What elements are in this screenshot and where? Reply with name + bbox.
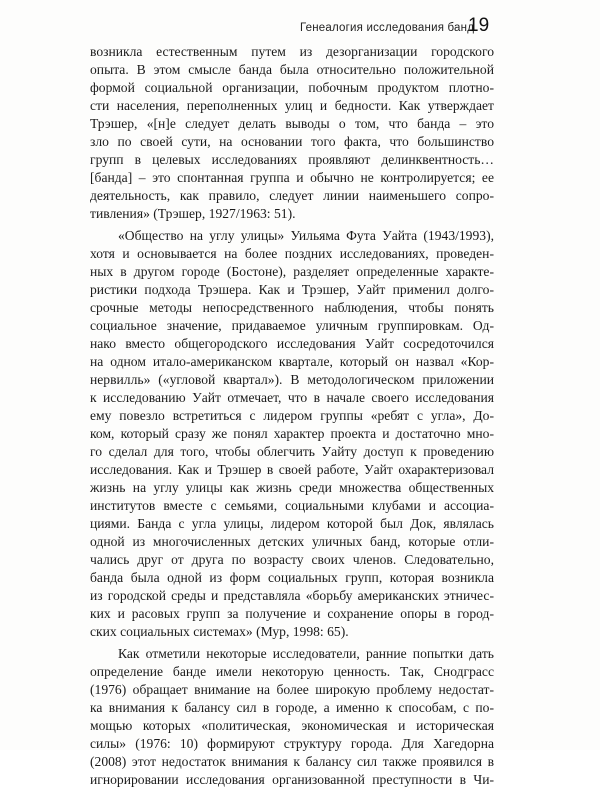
text-line: «Общество на углу улицы» Уильяма Фута Уайта (1943/1993), <box>118 228 494 243</box>
text-line: ских социальных системах» (Мур, 1998: 65). <box>90 624 349 639</box>
body-text <box>90 43 494 789</box>
text-line: ных в другом городе (Бостоне), разделяет определенные характе- <box>90 264 494 279</box>
text-line: ему повезло встретиться с лидером группы «ребят с угла», До- <box>90 408 494 423</box>
text-line: институтов вместе с семьями, социальными клубами и ассоциа- <box>90 498 494 513</box>
text-line: срочные методы непосредственного наблюдения, чтобы понять <box>90 300 494 315</box>
text-line: го сделал для того, чтобы облегчить Уайту доступ к проведению <box>90 444 494 459</box>
text-line: деятельность, как правило, следует линии наименьшего сопро- <box>90 188 494 203</box>
text-line: хотя и основывается на более поздних исследованиях, проведен- <box>90 246 494 261</box>
paragraph-3 <box>90 645 494 789</box>
paragraph-2 <box>90 227 494 641</box>
text-line: социальное значение, придаваемое уличным группировкам. Од- <box>90 318 494 333</box>
text-line: на одном итало-американском квартале, который он назвал «Кор- <box>90 354 494 369</box>
text-line: чались друг от друга по возрасту своих членов. Следовательно, <box>90 552 494 567</box>
text-line: игнорировании исследования организованной преступности в Чи- <box>90 772 494 787</box>
text-line: [банда] – это спонтанная группа и обычно не контролируется; ее <box>90 170 494 185</box>
text-line: групп в целевых исследованиях проявляют делинквентность… <box>90 152 494 167</box>
text-line: банда была одной из форм социальных групп, которая возникла <box>90 570 494 585</box>
text-line: ких и расовых групп за получение и сохранение опоры в город- <box>90 606 494 621</box>
text-line: циями. Банда с угла улицы, лидером которой был Док, являлась <box>90 516 494 531</box>
text-line: (1976) обращает внимание на более широкую проблему недостат- <box>90 682 494 697</box>
text-line: силы» (1976: 10) формируют структуру города. Для Хагедорна <box>90 736 494 751</box>
running-header <box>300 14 490 38</box>
text-line: формой социальной организации, побочным продуктом плотно- <box>90 80 494 95</box>
text-line: ристики подхода Трэшера. Как и Трэшер, Уайт применил долго- <box>90 282 494 297</box>
paragraph-1 <box>90 43 494 223</box>
text-line: определение банде имели некоторую ценность. Так, Снодграсс <box>90 664 494 679</box>
text-line: Как отметили некоторые исследователи, ранние попытки дать <box>118 646 494 661</box>
running-title: Генеалогия исследования банд <box>300 22 475 34</box>
text-line: одной из многочисленных детских уличных банд, которые отли- <box>90 534 494 549</box>
text-line: сти населения, переполненных улиц и бедности. Как утверждает <box>90 98 494 113</box>
text-line: мощью которых «политическая, экономическая и историческая <box>90 718 494 733</box>
text-line: Трэшер, «[н]е следует делать выводы о том, что банда – это <box>90 116 494 131</box>
text-line: ком, который сразу же понял характер проекта и достаточно мно- <box>90 426 494 441</box>
text-line: исследования. Как и Трэшер в своей работе, Уайт охарактеризовал <box>90 462 494 477</box>
text-line: нако вместо общегородского исследования Уайт сосредоточился <box>90 336 494 351</box>
text-line: нервилль» («угловой квартал»). В методологическом приложении <box>90 372 494 387</box>
text-line: возникла естественным путем из дезорганизации городского <box>90 44 494 59</box>
text-line: опыта. В этом смысле банда была относительно положительной <box>90 62 494 77</box>
text-line: жизнь на углу улицы как жизнь среди множества общественных <box>90 480 494 495</box>
text-line: из городской среды и представляла «борьбу американских этничес- <box>90 588 494 603</box>
page-number: 19 <box>468 15 490 36</box>
text-line: зло по своей сути, на основании того факта, что большинство <box>90 134 494 149</box>
text-line: (2008) этот недостаток внимания к балансу сил также проявился в <box>90 754 494 769</box>
text-line: тивления» (Трэшер, 1927/1963: 51). <box>90 206 296 221</box>
text-line: к исследованию Уайт отмечает, что в начале своего исследования <box>90 390 494 405</box>
text-line: ка внимания к балансу сил в городе, а именно к способам, с по- <box>90 700 494 715</box>
